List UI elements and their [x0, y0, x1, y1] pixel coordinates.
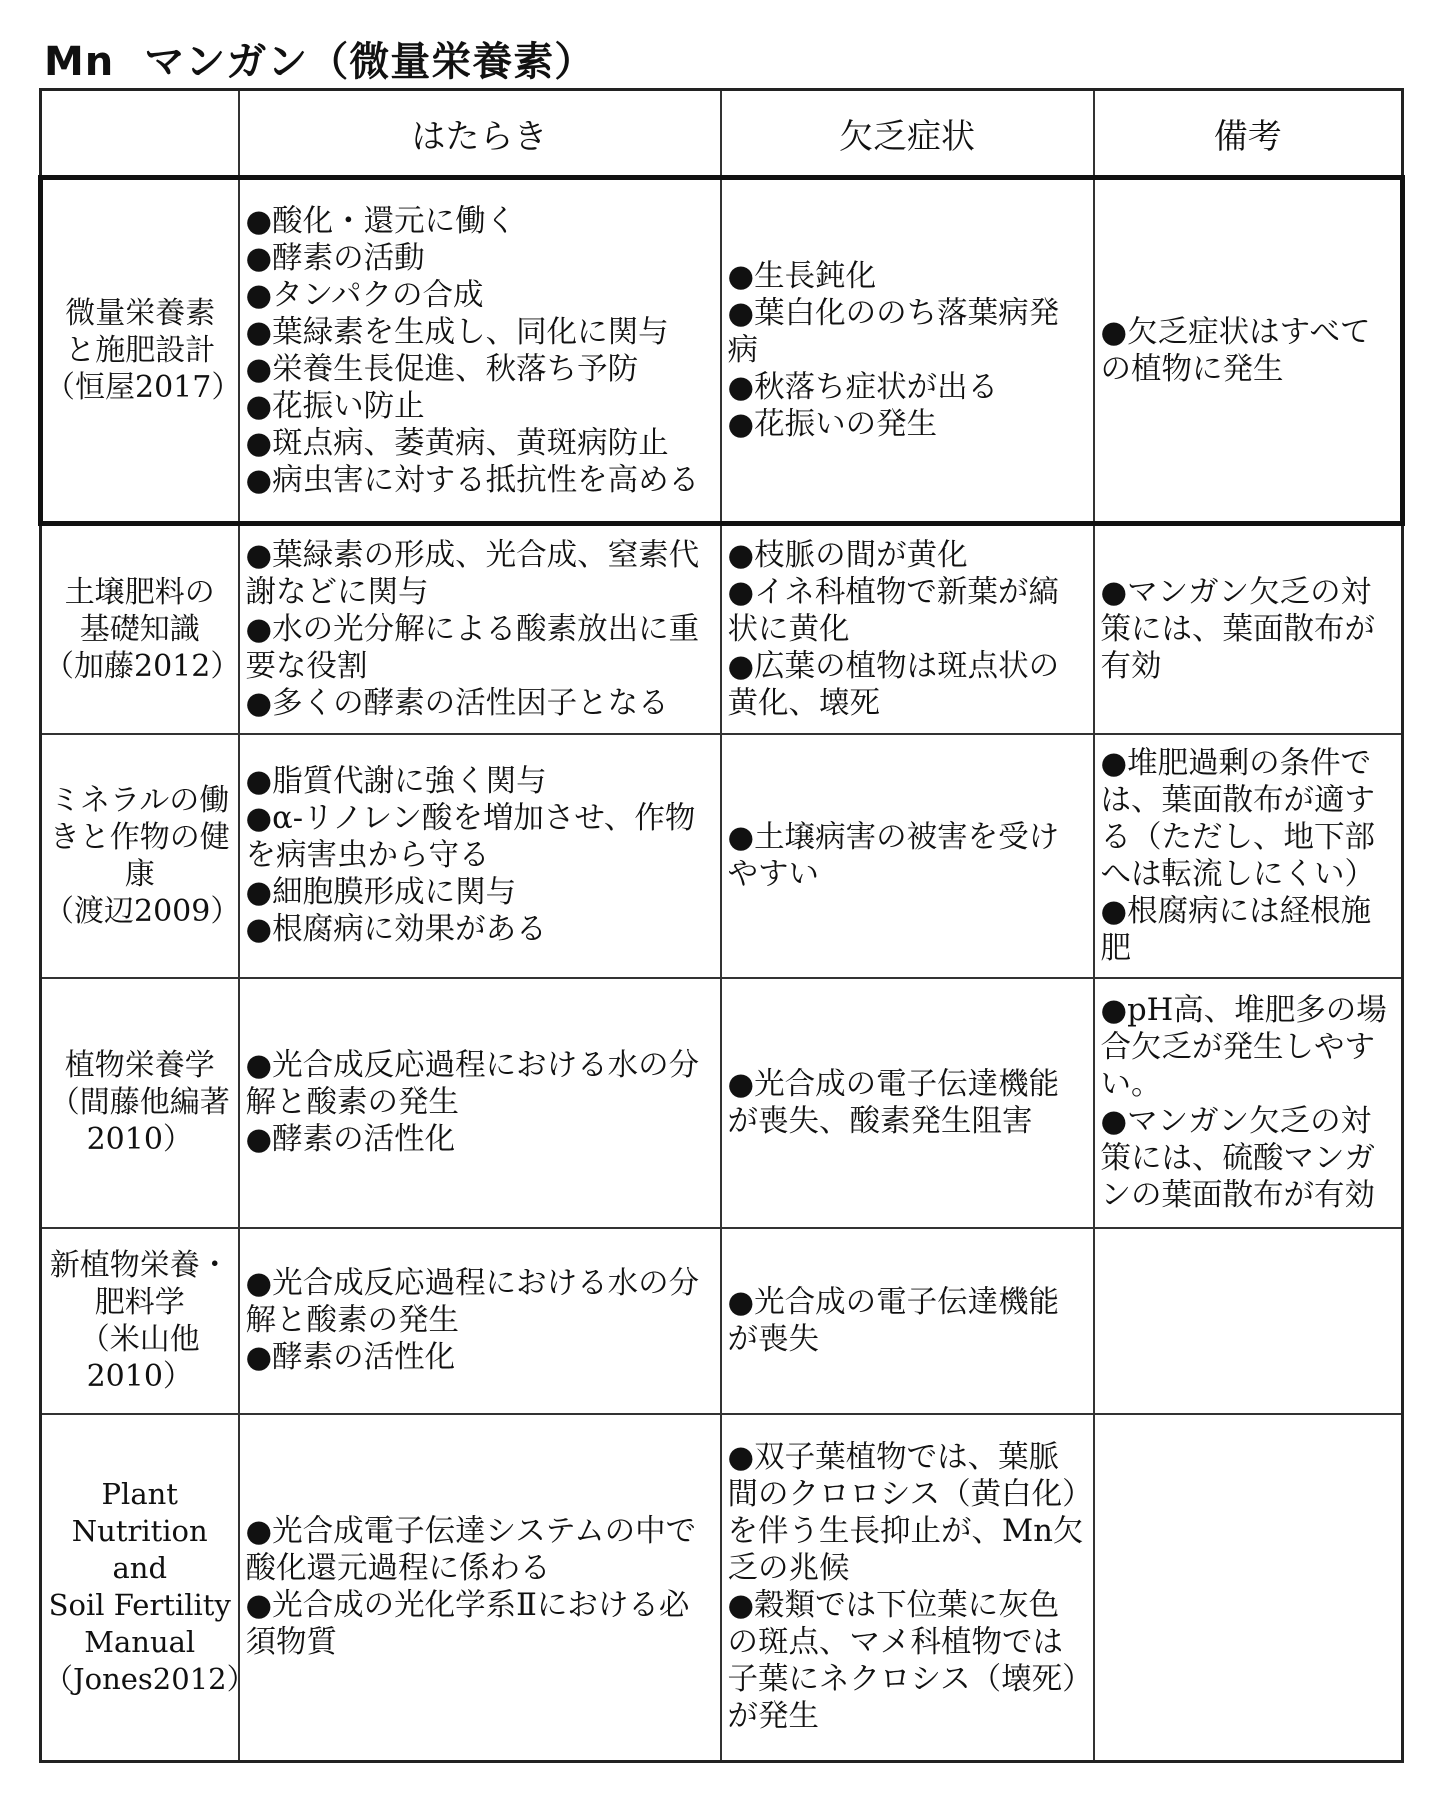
source-line: 2010） — [86, 1122, 193, 1157]
function-item: ● 酸化・還元に働く — [246, 203, 716, 240]
deficiency-item-list — [728, 1439, 1089, 1735]
source-line: 土壌肥料の — [64, 574, 215, 610]
note-item-list — [1101, 745, 1398, 967]
table-row — [41, 978, 1403, 1228]
deficiency-cell — [721, 178, 1094, 524]
function-item: ● 葉緑素を生成し、同化に関与 — [246, 314, 716, 351]
source-line: ミネラルの働 — [50, 782, 230, 818]
deficiency-cell — [721, 978, 1094, 1228]
function-item: ● 光合成反応過程における水の分解と酸素の発生 — [246, 1265, 716, 1339]
element-name: マンガン（微量栄養素） — [144, 39, 596, 85]
element-symbol: Mn — [44, 39, 115, 85]
note-item: ● マンガン欠乏の対策には、硫酸マンガンの葉面散布が有効 — [1101, 1103, 1398, 1214]
source-cell — [41, 1228, 239, 1414]
function-item: ● 光合成の光化学系Ⅱにおける必須物質 — [246, 1587, 716, 1661]
function-item-list — [246, 1265, 716, 1376]
deficiency-item: ● 光合成の電子伝達機能が喪失 — [728, 1284, 1089, 1358]
source-line: 康 — [124, 856, 155, 892]
function-item: ● 病虫害に対する抵抗性を高める — [246, 462, 716, 499]
deficiency-cell — [721, 1414, 1094, 1762]
deficiency-item-list — [728, 537, 1089, 722]
note-item: ● pH高、堆肥多の場合欠乏が発生しやすい。 — [1101, 992, 1398, 1103]
source-line: （渡辺2009） — [44, 893, 241, 929]
function-item: ● 光合成反応過程における水の分解と酸素の発生 — [246, 1047, 716, 1121]
functions-cell — [239, 1228, 721, 1414]
source-line: （米山他 — [79, 1321, 200, 1357]
deficiency-item: ● 葉白化ののち落葉病発病 — [728, 295, 1089, 369]
source-line: Manual — [84, 1625, 196, 1660]
nutrient-table — [38, 88, 1405, 1763]
functions-cell — [239, 978, 721, 1228]
function-item: ● 酵素の活性化 — [246, 1121, 716, 1158]
page-title — [44, 38, 595, 86]
source-cell — [41, 178, 242, 524]
function-item-list — [246, 203, 716, 499]
deficiency-item-list — [728, 1066, 1089, 1140]
source-line: 基礎知識 — [79, 611, 200, 647]
functions-cell — [239, 1414, 721, 1762]
source-cell — [41, 978, 239, 1228]
function-item: ● 葉緑素の形成、光合成、窒素代謝などに関与 — [246, 537, 716, 611]
source-line: きと作物の健 — [49, 819, 230, 855]
header-notes: 備考 — [1094, 90, 1403, 178]
function-item: ● タンパクの合成 — [246, 277, 716, 314]
table-row — [41, 524, 1403, 734]
deficiency-item: ● 光合成の電子伝達機能が喪失、酸素発生阻害 — [728, 1066, 1089, 1140]
deficiency-item: ● 穀類では下位葉に灰色の斑点、マメ科植物では子葉にネクロシス（壊死）が発生 — [728, 1587, 1089, 1735]
header-deficiency: 欠乏症状 — [721, 90, 1094, 178]
note-item-list — [1101, 574, 1398, 685]
function-item-list — [246, 1047, 716, 1158]
deficiency-item: ● 土壌病害の被害を受けやすい — [728, 819, 1089, 893]
source-cell — [41, 1414, 256, 1762]
table-row — [41, 734, 1403, 978]
note-item: ● 根腐病には経根施肥 — [1101, 893, 1398, 967]
source-line: 植物栄養学 — [64, 1048, 215, 1083]
function-item: ● 水の光分解による酸素放出に重要な役割 — [246, 611, 716, 685]
source-line: （間藤他編著 — [49, 1085, 230, 1120]
notes-cell — [1094, 734, 1403, 978]
deficiency-cell — [721, 734, 1094, 978]
notes-cell — [1094, 178, 1403, 524]
deficiency-item: ● 生長鈍化 — [728, 258, 1089, 295]
deficiency-cell — [721, 1228, 1094, 1414]
deficiency-item-list — [728, 1284, 1089, 1358]
functions-cell — [239, 734, 721, 978]
deficiency-cell — [721, 524, 1094, 734]
deficiency-item: ● 花振いの発生 — [728, 406, 1089, 443]
table-row — [41, 1228, 1403, 1414]
table-body — [41, 178, 1403, 1762]
table-row — [41, 178, 1403, 524]
header-functions: はたらき — [239, 90, 721, 178]
note-item: ● マンガン欠乏の対策には、葉面散布が有効 — [1101, 574, 1398, 685]
table-row — [41, 1414, 1403, 1762]
functions-cell — [239, 178, 721, 524]
source-line: （Jones2012） — [44, 1662, 256, 1697]
function-item: ● 花振い防止 — [246, 388, 716, 425]
source-line: （恒屋2017） — [45, 370, 242, 405]
nutrient-table-container — [38, 88, 1400, 1763]
notes-cell — [1094, 524, 1403, 734]
source-line: Soil Fertility — [48, 1588, 231, 1623]
function-item: ● 酵素の活性化 — [246, 1339, 716, 1376]
function-item-list — [246, 763, 716, 948]
note-item-list — [1101, 992, 1398, 1214]
function-item: ● 栄養生長促進、秋落ち予防 — [246, 351, 716, 388]
functions-cell — [239, 524, 721, 734]
note-item-list — [1101, 314, 1397, 388]
deficiency-item: ● 双子葉植物では、葉脈間のクロロシス（黄白化）を伴う生長抑止が、Mn欠乏の兆候 — [728, 1439, 1089, 1587]
source-line: 2010） — [86, 1358, 193, 1394]
deficiency-item-list — [728, 819, 1089, 893]
function-item-list — [246, 537, 716, 722]
source-line: 肥料学 — [94, 1284, 185, 1320]
function-item: ● 細胞膜形成に関与 — [246, 874, 716, 911]
source-line: 新植物栄養・ — [49, 1247, 230, 1283]
source-line: Plant — [101, 1477, 178, 1512]
source-cell — [41, 734, 239, 978]
source-line: Nutrition and — [71, 1514, 208, 1586]
deficiency-item: ● 広葉の植物は斑点状の黄化、壊死 — [728, 648, 1089, 722]
deficiency-item: ● 秋落ち症状が出る — [728, 369, 1089, 406]
source-line: （加藤2012） — [44, 648, 241, 684]
deficiency-item: ● 枝脈の間が黄化 — [728, 537, 1089, 574]
function-item: ● 脂質代謝に強く関与 — [246, 763, 716, 800]
deficiency-item-list — [728, 258, 1089, 443]
note-item: ● 堆肥過剰の条件では、葉面散布が適する（ただし、地下部へは転流しにくい） — [1101, 745, 1398, 893]
deficiency-item: ● イネ科植物で新葉が縞状に黄化 — [728, 574, 1089, 648]
source-cell — [41, 524, 239, 734]
function-item: ● α-リノレン酸を増加させ、作物を病害虫から守る — [246, 800, 716, 874]
notes-cell — [1094, 1228, 1403, 1414]
source-line: 微量栄養素 — [65, 296, 216, 331]
header-source — [41, 90, 239, 178]
function-item: ● 多くの酵素の活性因子となる — [246, 685, 716, 722]
function-item: ● 斑点病、萎黄病、黄斑病防止 — [246, 425, 716, 462]
function-item-list — [246, 1513, 716, 1661]
notes-cell — [1094, 1414, 1403, 1762]
function-item: ● 光合成電子伝達システムの中で酸化還元過程に係わる — [246, 1513, 716, 1587]
notes-cell — [1094, 978, 1403, 1228]
source-line: と施肥設計 — [65, 333, 216, 368]
function-item: ● 根腐病に効果がある — [246, 911, 716, 948]
header-row — [41, 90, 1403, 178]
note-item: ● 欠乏症状はすべての植物に発生 — [1101, 314, 1397, 388]
function-item: ● 酵素の活動 — [246, 240, 716, 277]
